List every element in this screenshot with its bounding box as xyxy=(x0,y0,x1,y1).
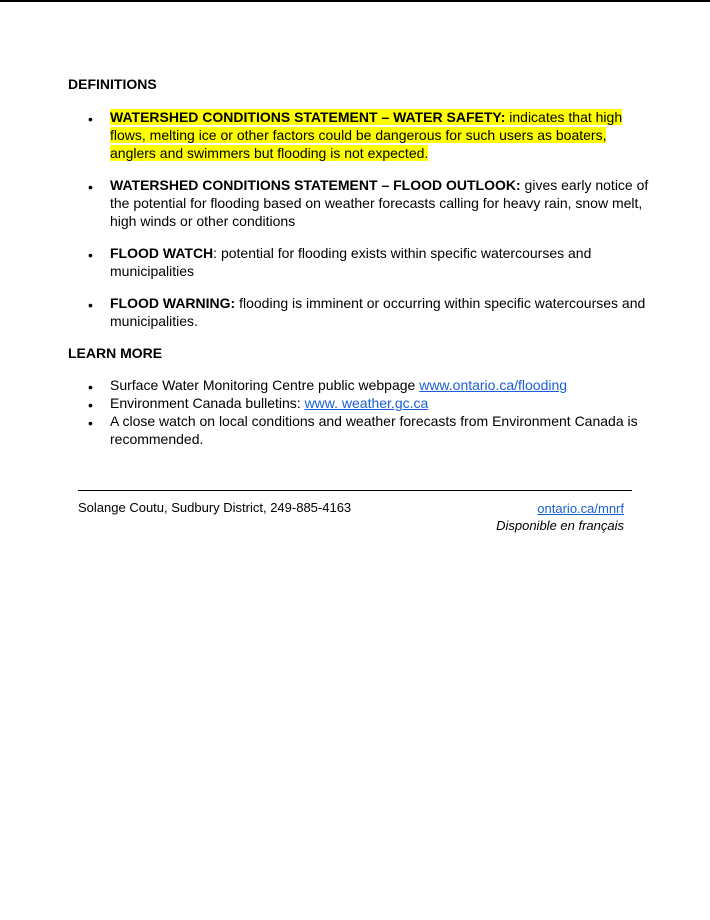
bullet-icon: • xyxy=(88,397,93,413)
definition-term: FLOOD WATCH xyxy=(110,245,214,261)
definition-flood-watch xyxy=(110,244,650,280)
definition-flood-warning xyxy=(110,294,650,330)
bullet-icon: • xyxy=(88,379,93,395)
learn-more-item-recommendation xyxy=(110,412,650,448)
definitions-heading: DEFINITIONS xyxy=(68,76,157,92)
learn-more-item-weather xyxy=(110,394,650,412)
learn-more-text: Surface Water Monitoring Centre public webpage xyxy=(110,377,420,393)
definition-text: : potential for flooding exists within specific watercourses and municipalities xyxy=(110,245,592,279)
footer-divider xyxy=(78,490,632,491)
highlighted-definition xyxy=(110,109,622,161)
learn-more-item-flooding xyxy=(110,376,650,394)
bullet-icon: • xyxy=(88,415,93,431)
flooding-link[interactable]: www.ontario.ca/flooding xyxy=(419,377,568,393)
definition-term: WATERSHED CONDITIONS STATEMENT – FLOOD OUTLOOK: xyxy=(110,177,521,193)
footer-links xyxy=(496,500,624,534)
bullet-icon: • xyxy=(88,111,93,127)
learn-more-text: Environment Canada bulletins: xyxy=(110,395,305,411)
definition-term: WATERSHED CONDITIONS STATEMENT – WATER SAFETY: xyxy=(110,109,506,125)
footer-contact: Solange Coutu, Sudbury District, 249-885-4163 xyxy=(78,500,352,515)
definition-text: indicates that high flows, melting ice or other factors could be dangerous for such users as boaters, anglers and swimmers but flooding is not expected. xyxy=(110,109,623,161)
learn-more-heading: LEARN MORE xyxy=(68,345,163,361)
definition-text: flooding is imminent or occurring within specific watercourses and municipalities. xyxy=(110,295,646,329)
bullet-icon: • xyxy=(88,179,93,195)
definition-water-safety xyxy=(110,108,650,162)
bullet-icon: • xyxy=(88,247,93,263)
definition-term: FLOOD WARNING: xyxy=(110,295,236,311)
weather-link[interactable]: www. weather.gc.ca xyxy=(304,395,429,411)
mnrf-link[interactable]: ontario.ca/mnrf xyxy=(537,501,624,516)
french-availability-note: Disponible en français xyxy=(496,518,624,533)
bullet-icon: • xyxy=(88,297,93,313)
learn-more-text: A close watch on local conditions and weather forecasts from Environment Canada is recommended. xyxy=(110,413,638,447)
definition-flood-outlook xyxy=(110,176,650,230)
definition-text: gives early notice of the potential for flooding based on weather forecasts calling for heavy rain, snow melt, high winds or other conditions xyxy=(110,177,649,229)
